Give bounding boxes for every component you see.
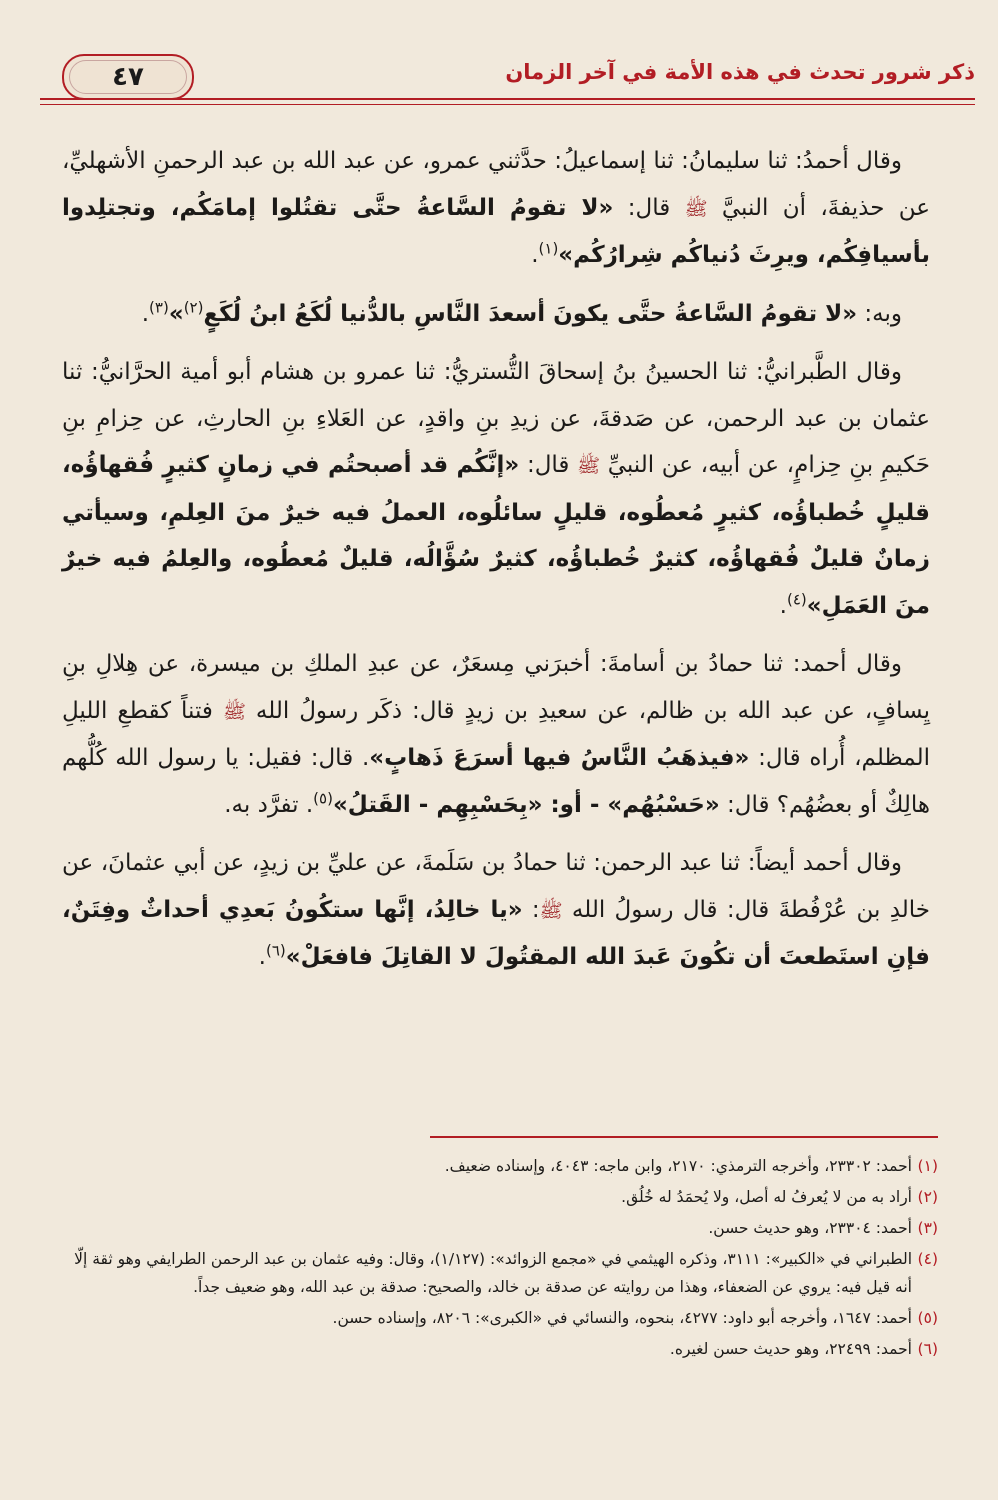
- footnote-text: أحمد: ١٦٤٧، وأخرجه أبو داود: ٤٢٧٧، بنحوه، والنسائي في «الكبرى»: ٨٢٠٦، وإسناده حسن.: [332, 1309, 912, 1327]
- footnote-item: [62, 1152, 938, 1180]
- page-number-badge: [62, 54, 194, 100]
- salla-ligature: ﷺ: [577, 455, 601, 477]
- page-number-badge-inner-border: [69, 60, 187, 94]
- chapter-title: ذكر شرور تحدث في هذه الأمة في آخر الزمان: [505, 60, 975, 84]
- footnote-ref[interactable]: (٣): [149, 297, 169, 316]
- quote-close: »: [168, 300, 184, 327]
- narration: وبه:: [864, 300, 902, 327]
- footnote-number: (٢): [917, 1188, 938, 1206]
- footnote-number: (١): [917, 1157, 938, 1175]
- footnote-divider: [430, 1136, 938, 1138]
- main-text: [62, 138, 930, 993]
- narration: قال:: [526, 452, 570, 478]
- footnote-number: (٥): [917, 1309, 938, 1327]
- paragraph-4: [62, 641, 930, 828]
- narration: وقال أحمدُ: ثنا سليمانُ: ثنا إسماعيلُ: حدَّثني عمرو، عن عبد الله بن عبد الرحمنِ الأشهليِّ، عن حذيفةَ، أن النبيَّ: [62, 148, 930, 221]
- salla-ligature: ﷺ: [222, 700, 246, 723]
- footnote-text: الطبراني في «الكبير»: ٣١١١، وذكره الهيثمي في «مجمع الزوائد»: (١/١٢٧)، وقال: وفيه عثمان بن عبد الرحمن الطرايفي وهو ثقة إلّا أنه قيل فيه: يروي عن الضعفاء، وهذا من روايته عن صدقة بن خالد، والصحيح: صدقة بن عبد الله، وهو ضعيف جداً.: [74, 1250, 912, 1296]
- narration: وقال الطَّبرانيُّ: ثنا الحسينُ بنُ إسحاقَ التُّستريُّ: ثنا عمرو بن هشام أبو أمية الحرَّانيُّ: ثنا عثمان بن عبد الرحمن، عن صَدقةَ، عن زيدِ بنِ واقدٍ، عن العَلاءِ بنِ الحارثِ، عن حِزامِ بنِ حَكيمِ بنِ حِزامٍ، عن أبيه، عن النبيِّ: [62, 359, 931, 478]
- narration: فتناً كقطعِ الليلِ المظلم، أُراه قال:: [62, 697, 930, 771]
- footnote-text: أحمد: ٢٣٣٠٢، وأخرجه الترمذي: ٢١٧٠، وابن ماجه: ٤٠٤٣، وإسناده ضعيف.: [444, 1157, 912, 1175]
- hadith-quote: «يا خالِدُ، إنَّها ستكُونُ بَعدِي أحداثٌ وفِتَنٌ، فإنِ استَطعتَ أن تكُونَ عَبدَ الله المقتُولَ لا القاتِلَ فافعَلْ»: [62, 896, 930, 970]
- page-number: ٤٧: [112, 62, 144, 92]
- footnote-ref[interactable]: (٥): [313, 788, 333, 807]
- header-rule-thin: [40, 104, 975, 105]
- footnote-item: [62, 1335, 938, 1363]
- punctuation: .: [779, 592, 787, 619]
- narration: قال:: [627, 194, 671, 221]
- punctuation: . تفرَّد به.: [224, 791, 314, 818]
- footnote-ref[interactable]: (٢): [183, 297, 204, 316]
- paragraph-2: [62, 291, 930, 338]
- narration: وقال أحمد: ثنا حمادُ بن أسامةَ: أخبرَني مِسعَرٌ، عن عبدِ الملكِ بن ميسرة، عن هِلالِ بنِ يِسافٍ، عن عبد الله بن ظالم، عن سعيدِ بن زيدٍ قال: ذكَر رسولُ الله: [62, 651, 931, 724]
- header-rule-thick: [40, 98, 975, 100]
- footnote-item: [62, 1183, 938, 1211]
- footnote-number: (٣): [917, 1219, 938, 1237]
- footnote-item: [62, 1245, 938, 1301]
- hadith-quote: «لا تقومُ السَّاعةُ حتَّى تقتُلوا إمامَكُم، وتجتلِدوا بأسيافِكُم، ويرِثَ دُنياكُم شِرارُكُم»: [62, 194, 930, 268]
- hadith-quote: «إنَّكُم قد أصبحتُم في زمانٍ كثيرٍ فُقهاؤُه، قليلٍ خُطباؤُه، كثيرٍ مُعطُوه، قليلٍ سائلُوه، العملُ فيه خيرٌ منَ العِلمِ، وسيأتي زمانٌ قليلٌ فُقهاؤُه، كثيرٌ خُطباؤُه، كثيرٌ سُؤَّالُه، قليلٌ مُعطُوه، والعِلمُ فيه خيرٌ منَ العَمَلِ»: [62, 452, 930, 619]
- footnotes: [62, 1152, 938, 1366]
- paragraph-5: [62, 840, 930, 981]
- punctuation: .: [531, 242, 539, 268]
- salla-ligature: ﷺ: [684, 197, 708, 220]
- paragraph-3: [62, 349, 930, 629]
- running-header: [40, 52, 975, 112]
- footnote-ref[interactable]: (١): [538, 239, 559, 258]
- footnote-item: [62, 1304, 938, 1332]
- narration: . قال: فقيل: يا رسول الله كُلُّهم هالِكٌ أو بعضُهُم؟ قال:: [62, 745, 930, 818]
- hadith-quote: «حَسْبُهُم» - أو: «بِحَسْبِهِم - القَتلُ»: [332, 791, 720, 818]
- footnote-item: [62, 1214, 938, 1242]
- footnote-number: (٦): [917, 1340, 938, 1358]
- footnote-number: (٤): [917, 1250, 938, 1268]
- narration: وقال أحمد أيضاً: ثنا عبد الرحمن: ثنا حمادُ بن سَلَمةَ، عن عليِّ بن زيدٍ، عن أبي عثمانَ، عن خالدِ بن عُرْفُطةَ قال: قال رسولُ الله: [62, 850, 930, 923]
- paragraph-1: [62, 138, 930, 279]
- narration: :: [531, 896, 540, 923]
- footnote-text: أحمد: ٢٣٣٠٤، وهو حديث حسن.: [708, 1219, 912, 1237]
- salla-ligature: ﷺ: [539, 899, 563, 922]
- punctuation: .: [141, 300, 150, 327]
- punctuation: .: [258, 944, 266, 970]
- footnote-text: أراد به من لا يُعرفُ له أصل، ولا يُحمَدُ له خُلُق.: [621, 1188, 912, 1206]
- footnote-text: أحمد: ٢٢٤٩٩، وهو حديث حسن لغيره.: [669, 1340, 912, 1358]
- footnote-ref[interactable]: (٤): [786, 589, 807, 608]
- footnote-ref[interactable]: (٦): [265, 941, 286, 960]
- hadith-quote: «لا تقومُ السَّاعةُ حتَّى يكونَ أسعدَ النَّاسِ بالدُّنيا لُكَعُ ابنُ لُكَعٍ: [203, 300, 858, 327]
- hadith-quote: «فيذهَبُ النَّاسُ فيها أسرَعَ ذَهابٍ»: [369, 745, 750, 771]
